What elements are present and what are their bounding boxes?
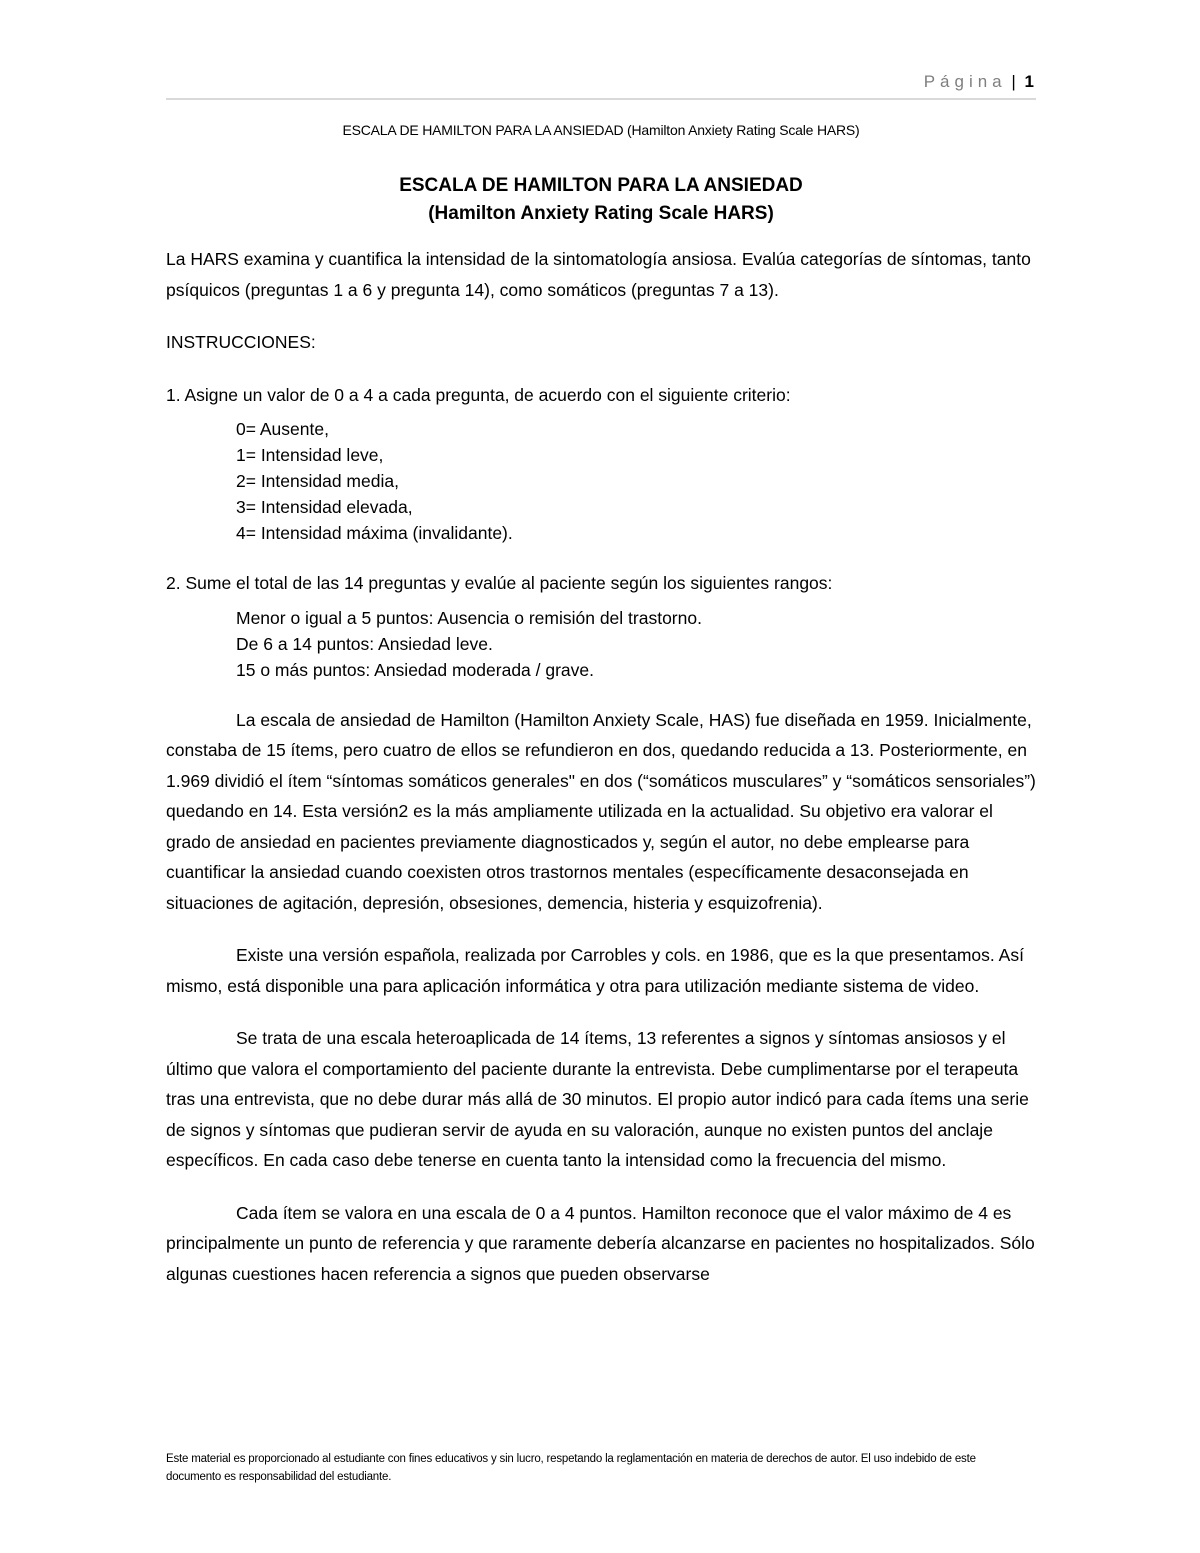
criteria-item: 3= Intensidad elevada, xyxy=(236,497,413,517)
running-title: ESCALA DE HAMILTON PARA LA ANSIEDAD (Hamilton Anxiety Rating Scale HARS) xyxy=(342,122,860,138)
criteria-item: 4= Intensidad máxima (invalidante). xyxy=(236,523,513,543)
title-line-2: (Hamilton Anxiety Rating Scale HARS) xyxy=(428,203,774,224)
header-divider xyxy=(166,98,1036,100)
page-label: Página xyxy=(923,72,1007,91)
ranges-list xyxy=(236,605,1036,683)
body-paragraph: Existe una versión española, realizada por Carrobles y cols. en 1986, que es la que presentamos. Así mismo, está disponible una para aplicación informática y otra para utilización mediante sistema de video. xyxy=(166,945,1024,996)
copyright-footer: Este material es proporcionado al estudiante con fines educativos y sin lucro, respetando la reglamentación en materia de derechos de autor. El uso indebido de este documento es responsabilidad del estudiante. xyxy=(166,1453,976,1483)
criteria-item: 0= Ausente, xyxy=(236,419,329,439)
page-number: 1 xyxy=(1024,72,1034,91)
body-paragraph: Se trata de una escala heteroaplicada de 14 ítems, 13 referentes a signos y síntomas ansiosos y el último que valora el comportamiento del paciente durante la entrevista. Debe cumplimentarse por el terapeuta tras una entrevista, que no debe durar más allá de 30 minutos. El propio autor indicó para cada ítems una serie de signos y síntomas que pudieran servir de ayuda en su valoración, aunque no existen puntos del anclaje específicos. En cada caso debe tenerse en cuenta tanto la intensidad como la frecuencia del mismo. xyxy=(166,1028,1029,1170)
body-paragraph: Cada ítem se valora en una escala de 0 a 4 puntos. Hamilton reconoce que el valor máximo de 4 es principalmente un punto de referencia y que raramente debería alcanzarse en pacientes no hospitalizados. Sólo algunas cuestiones hacen referencia a signos que pueden observarse xyxy=(166,1202,1035,1284)
range-item: De 6 a 14 puntos: Ansiedad leve. xyxy=(236,633,493,654)
step-2: 2. Sume el total de las 14 preguntas y evalúe al paciente según los siguientes rangos: xyxy=(166,573,833,593)
instructions-heading: INSTRUCCIONES: xyxy=(166,332,316,352)
step-1: 1. Asigne un valor de 0 a 4 a cada pregunta, de acuerdo con el siguiente criterio: xyxy=(166,384,791,405)
title-line-1: ESCALA DE HAMILTON PARA LA ANSIEDAD xyxy=(399,175,803,196)
intro-paragraph: La HARS examina y cuantifica la intensidad de la sintomatología ansiosa. Evalúa categorías de síntomas, tanto psíquicos (preguntas 1 a 6 y pregunta 14), como somáticos (preguntas 7 a 13). xyxy=(166,249,1031,300)
page-header xyxy=(924,72,1034,92)
criteria-list xyxy=(236,416,1036,546)
document-body xyxy=(166,172,1036,1311)
range-item: Menor o igual a 5 puntos: Ausencia o remisión del trastorno. xyxy=(236,607,702,628)
page-separator: | xyxy=(1011,72,1016,91)
criteria-item: 1= Intensidad leve, xyxy=(236,445,384,465)
criteria-item: 2= Intensidad media, xyxy=(236,471,399,491)
body-paragraph: La escala de ansiedad de Hamilton (Hamilton Anxiety Scale, HAS) fue diseñada en 1959. Inicialmente, constaba de 15 ítems, pero cuatro de ellos se refundieron en dos, quedando reducida a 13. Posteriormente, en 1.969 dividió el ítem “síntomas somáticos generales" en dos (“somáticos musculares” y “somáticos sensoriales”) quedando en 14. Esta versión2 es la más ampliamente utilizada en la actualidad. Su objetivo era valorar el grado de ansiedad en pacientes previamente diagnosticados y, según el autor, no debe emplearse para cuantificar la ansiedad cuando coexisten otros trastornos mentales (específicamente desaconsejada en situaciones de agitación, depresión, obsesiones, demencia, histeria y esquizofrenia). xyxy=(166,709,1036,913)
document-title xyxy=(166,172,1036,228)
range-item: 15 o más puntos: Ansiedad moderada / grave. xyxy=(236,659,595,680)
